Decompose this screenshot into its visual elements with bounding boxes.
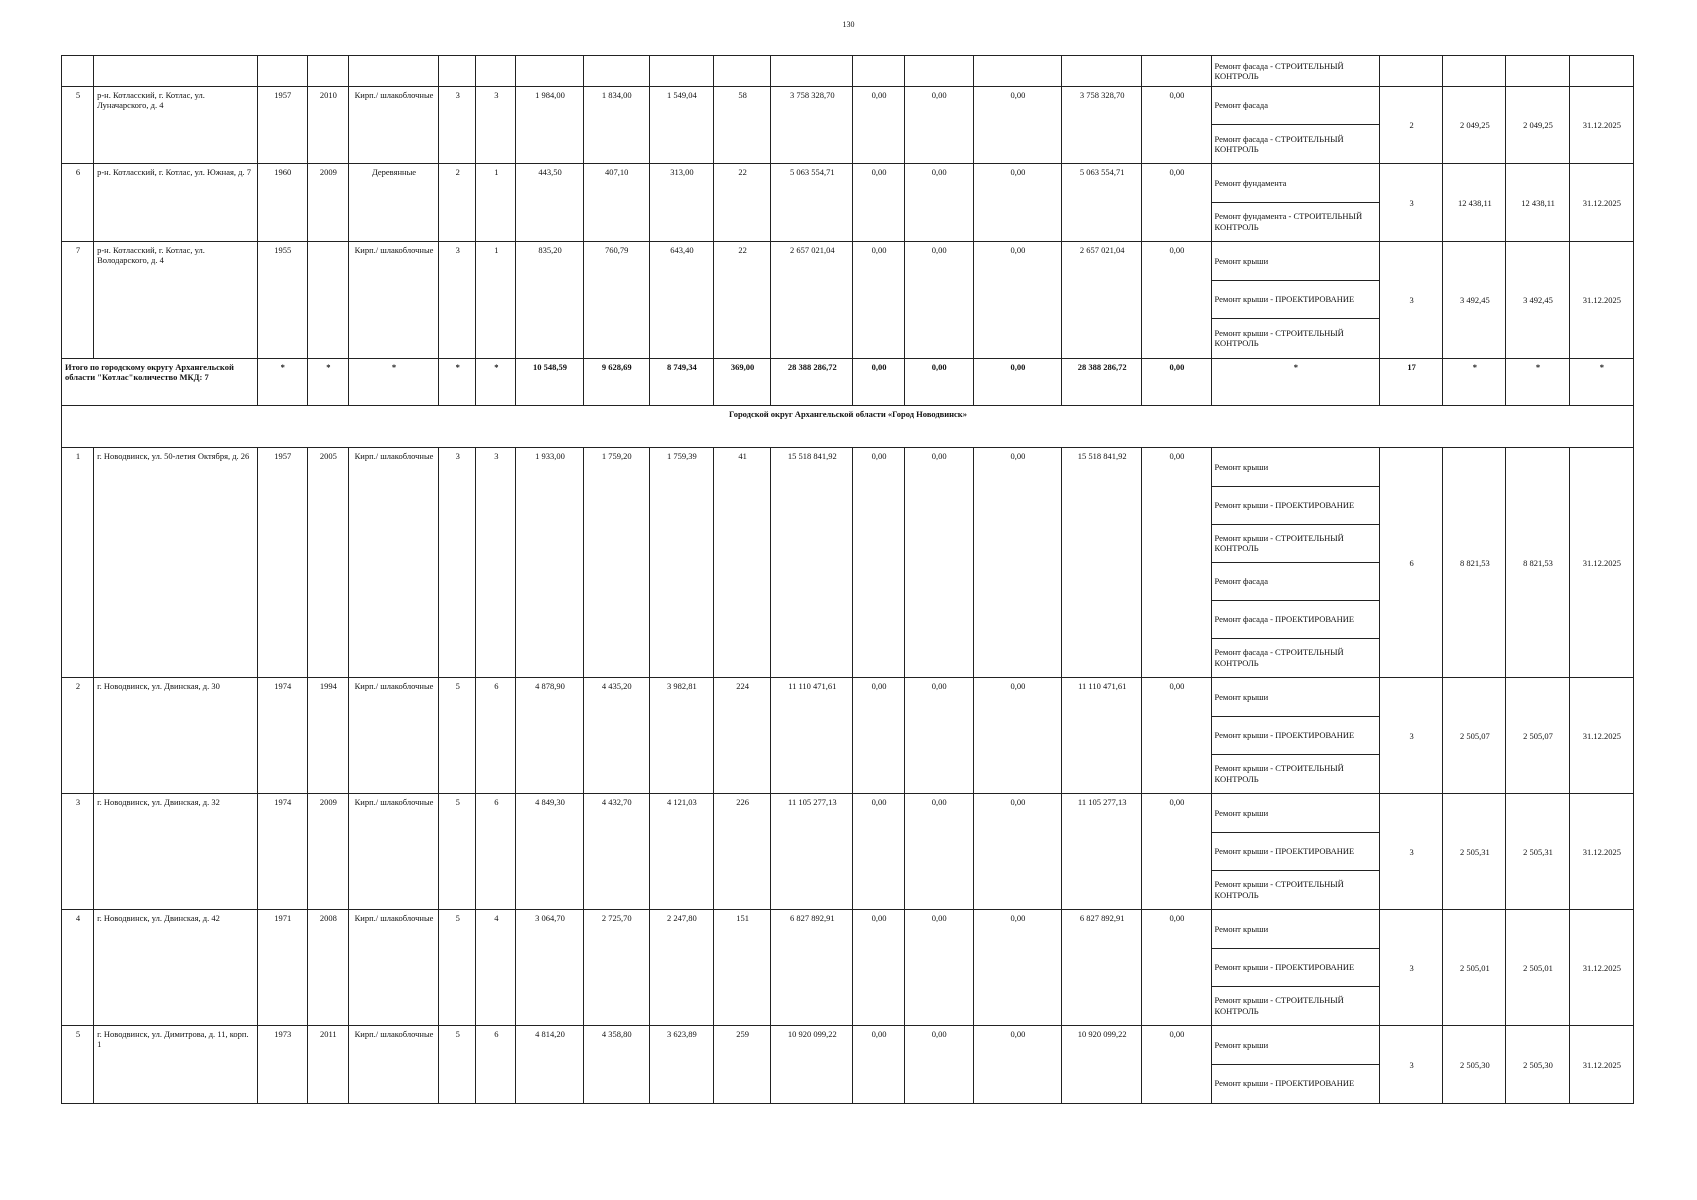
cell-area-total: 4 814,20 xyxy=(516,1026,583,1104)
work-item: Ремонт крыши xyxy=(1212,449,1380,487)
overhaul-register-table xyxy=(61,55,1634,1104)
cell-residents: 151 xyxy=(714,910,771,1026)
cell-fund-owner: 10 920 099,22 xyxy=(1062,1026,1142,1104)
work-list xyxy=(1212,165,1380,241)
cell-fund-owner: 11 110 471,61 xyxy=(1062,678,1142,794)
cell-fund-other: 0,00 xyxy=(1142,1026,1211,1104)
cell-area-res: 4 435,20 xyxy=(583,678,649,794)
cell-residents: 224 xyxy=(714,678,771,794)
work-list xyxy=(1212,87,1380,163)
empty-cell xyxy=(649,56,713,87)
cell-fund2: 0,00 xyxy=(904,1026,973,1104)
unit-cost: 12 438,11 xyxy=(1443,164,1506,242)
cell-floors: 5 xyxy=(439,678,476,794)
works-count: 3 xyxy=(1380,794,1443,910)
row-number: 6 xyxy=(62,164,94,242)
table-row-continued xyxy=(62,56,1634,87)
works-count: 3 xyxy=(1380,164,1443,242)
work-list-cell xyxy=(1211,87,1380,164)
work-list-cell xyxy=(1211,56,1380,87)
work-list xyxy=(1212,243,1380,357)
work-item: Ремонт фасада - ПРОЕКТИРОВАНИЕ xyxy=(1212,601,1380,639)
work-item: Ремонт крыши - СТРОИТЕЛЬНЫЙ КОНТРОЛЬ xyxy=(1214,995,1344,1016)
cell-year-overhaul xyxy=(307,242,348,359)
total-area-liv: 8 749,34 xyxy=(649,359,713,406)
cell-residents: 58 xyxy=(714,87,771,164)
unit-cost: 2 505,31 xyxy=(1443,794,1506,910)
total-works-count: 17 xyxy=(1380,359,1443,406)
cell-fund3: 0,00 xyxy=(973,448,1061,678)
work-item: Ремонт крыши - ПРОЕКТИРОВАНИЕ xyxy=(1212,717,1380,755)
cell-fund-other: 0,00 xyxy=(1142,164,1211,242)
cell-fund1: 0,00 xyxy=(853,1026,904,1104)
empty-cell xyxy=(476,56,516,87)
cell-walls: Кирп./ шлакоблочные xyxy=(348,1026,438,1104)
table-row xyxy=(62,794,1634,910)
work-item: Ремонт крыши - ПРОЕКТИРОВАНИЕ xyxy=(1212,487,1380,525)
empty-cell xyxy=(1062,56,1142,87)
table-row xyxy=(62,1026,1634,1104)
empty-cell xyxy=(853,56,904,87)
cell-area-liv: 3 982,81 xyxy=(649,678,713,794)
cell-entrances: 1 xyxy=(476,242,516,359)
cell-cost-total: 3 758 328,70 xyxy=(771,87,853,164)
cell-entrances: 4 xyxy=(476,910,516,1026)
cell-area-liv: 3 623,89 xyxy=(649,1026,713,1104)
cell-entrances: 3 xyxy=(476,87,516,164)
cell-walls: Кирп./ шлакоблочные xyxy=(348,794,438,910)
cell-fund1: 0,00 xyxy=(853,242,904,359)
unit-cost-max: 2 049,25 xyxy=(1506,87,1569,164)
table-row xyxy=(62,87,1634,164)
house-address: р-н. Котласский, г. Котлас, ул. Луначарского, д. 4 xyxy=(94,87,258,164)
empty-cell xyxy=(257,56,307,87)
cell-fund-other: 0,00 xyxy=(1142,794,1211,910)
cell-area-liv: 2 247,80 xyxy=(649,910,713,1026)
deadline: 31.12.2025 xyxy=(1569,164,1633,242)
house-address: г. Новодвинск, ул. Двинская, д. 30 xyxy=(94,678,258,794)
cell-fund1: 0,00 xyxy=(853,794,904,910)
work-item: Ремонт фасада - СТРОИТЕЛЬНЫЙ КОНТРОЛЬ xyxy=(1214,647,1344,668)
empty-cell xyxy=(307,56,348,87)
row-number: 5 xyxy=(62,1026,94,1104)
work-item: Ремонт крыши xyxy=(1212,795,1380,833)
cell-year-built: 1974 xyxy=(257,794,307,910)
cell-area-total: 4 849,30 xyxy=(516,794,583,910)
work-item: Ремонт фундамента xyxy=(1212,165,1380,203)
work-item: Ремонт крыши xyxy=(1212,911,1380,949)
cell-area-total: 3 064,70 xyxy=(516,910,583,1026)
empty-cell xyxy=(973,56,1061,87)
section-title: Городской округ Архангельской области «Город Новодвинск» xyxy=(62,406,1634,448)
total-fund3: 0,00 xyxy=(973,359,1061,406)
unit-cost-max: 2 505,30 xyxy=(1506,1026,1569,1104)
row-number: 7 xyxy=(62,242,94,359)
cell-area-liv: 643,40 xyxy=(649,242,713,359)
cell-area-total: 1 984,00 xyxy=(516,87,583,164)
cell-entrances: 6 xyxy=(476,1026,516,1104)
star-cell: * xyxy=(1569,359,1633,406)
works-count: 6 xyxy=(1380,448,1443,678)
cell-fund3: 0,00 xyxy=(973,910,1061,1026)
cell-cost-total: 2 657 021,04 xyxy=(771,242,853,359)
cell-fund-owner: 5 063 554,71 xyxy=(1062,164,1142,242)
empty-cell xyxy=(348,56,438,87)
work-list xyxy=(1212,795,1380,909)
cell-fund1: 0,00 xyxy=(853,678,904,794)
unit-cost: 3 492,45 xyxy=(1443,242,1506,359)
cell-floors: 3 xyxy=(439,242,476,359)
total-residents: 369,00 xyxy=(714,359,771,406)
cell-area-res: 2 725,70 xyxy=(583,910,649,1026)
work-item: Ремонт крыши - ПРОЕКТИРОВАНИЕ xyxy=(1214,1078,1355,1089)
cell-fund-other: 0,00 xyxy=(1142,678,1211,794)
total-fund-other: 0,00 xyxy=(1142,359,1211,406)
work-item: Ремонт фасада - СТРОИТЕЛЬНЫЙ КОНТРОЛЬ xyxy=(1214,133,1344,154)
cell-year-built: 1957 xyxy=(257,448,307,678)
house-address: р-н. Котласский, г. Котлас, ул. Володарского, д. 4 xyxy=(94,242,258,359)
cell-fund-owner: 3 758 328,70 xyxy=(1062,87,1142,164)
cell-area-total: 835,20 xyxy=(516,242,583,359)
cell-fund3: 0,00 xyxy=(973,164,1061,242)
total-fund2: 0,00 xyxy=(904,359,973,406)
row-number: 2 xyxy=(62,678,94,794)
work-item: Ремонт крыши xyxy=(1212,1027,1380,1065)
works-count: 3 xyxy=(1380,242,1443,359)
star-cell: * xyxy=(257,359,307,406)
total-cost-total: 28 388 286,72 xyxy=(771,359,853,406)
unit-cost-max: 2 505,31 xyxy=(1506,794,1569,910)
cell-residents: 259 xyxy=(714,1026,771,1104)
star-cell: * xyxy=(1506,359,1569,406)
star-cell: * xyxy=(1443,359,1506,406)
deadline: 31.12.2025 xyxy=(1569,448,1633,678)
cell-fund2: 0,00 xyxy=(904,910,973,1026)
cell-fund2: 0,00 xyxy=(904,87,973,164)
table-row xyxy=(62,678,1634,794)
empty-cell xyxy=(1142,56,1211,87)
work-list-cell xyxy=(1211,910,1380,1026)
cell-floors: 5 xyxy=(439,794,476,910)
cell-fund2: 0,00 xyxy=(904,164,973,242)
cell-cost-total: 6 827 892,91 xyxy=(771,910,853,1026)
cell-area-liv: 313,00 xyxy=(649,164,713,242)
cell-entrances: 3 xyxy=(476,448,516,678)
cell-residents: 41 xyxy=(714,448,771,678)
deadline: 31.12.2025 xyxy=(1569,87,1633,164)
work-item: Ремонт крыши - СТРОИТЕЛЬНЫЙ КОНТРОЛЬ xyxy=(1214,763,1344,784)
table-row xyxy=(62,164,1634,242)
cell-fund1: 0,00 xyxy=(853,448,904,678)
work-list xyxy=(1212,449,1380,677)
work-list-cell xyxy=(1211,164,1380,242)
total-label: Итого по городскому округу Архангельской области "Котлас"количество МКД: 7 xyxy=(62,359,258,406)
cell-area-res: 4 432,70 xyxy=(583,794,649,910)
cell-fund1: 0,00 xyxy=(853,87,904,164)
unit-cost: 2 049,25 xyxy=(1443,87,1506,164)
cell-area-liv: 1 759,39 xyxy=(649,448,713,678)
works-count: 3 xyxy=(1380,910,1443,1026)
cell-cost-total: 11 110 471,61 xyxy=(771,678,853,794)
work-item: Ремонт крыши - СТРОИТЕЛЬНЫЙ КОНТРОЛЬ xyxy=(1214,879,1344,900)
unit-cost: 8 821,53 xyxy=(1443,448,1506,678)
cell-fund-owner: 11 105 277,13 xyxy=(1062,794,1142,910)
cell-fund2: 0,00 xyxy=(904,448,973,678)
work-item: Ремонт крыши xyxy=(1212,679,1380,717)
cell-floors: 5 xyxy=(439,1026,476,1104)
section-row xyxy=(62,406,1634,448)
cell-fund1: 0,00 xyxy=(853,910,904,1026)
cell-fund-other: 0,00 xyxy=(1142,910,1211,1026)
cell-year-overhaul: 2008 xyxy=(307,910,348,1026)
house-address: г. Новодвинск, ул. 50-летия Октября, д. 26 xyxy=(94,448,258,678)
total-fund1: 0,00 xyxy=(853,359,904,406)
unit-cost-max: 2 505,01 xyxy=(1506,910,1569,1026)
empty-cell xyxy=(583,56,649,87)
work-list-cell xyxy=(1211,678,1380,794)
work-list xyxy=(1212,679,1380,793)
total-area-res: 9 628,69 xyxy=(583,359,649,406)
cell-year-built: 1957 xyxy=(257,87,307,164)
cell-fund3: 0,00 xyxy=(973,1026,1061,1104)
cell-fund-owner: 6 827 892,91 xyxy=(1062,910,1142,1026)
row-number: 5 xyxy=(62,87,94,164)
cell-fund-owner: 15 518 841,92 xyxy=(1062,448,1142,678)
cell-residents: 226 xyxy=(714,794,771,910)
work-item: Ремонт крыши xyxy=(1212,243,1380,281)
works-count: 3 xyxy=(1380,678,1443,794)
row-number: 3 xyxy=(62,794,94,910)
cell-fund3: 0,00 xyxy=(973,87,1061,164)
cell-year-overhaul: 2005 xyxy=(307,448,348,678)
cell-fund3: 0,00 xyxy=(973,794,1061,910)
work-list xyxy=(1212,56,1380,86)
empty-cell xyxy=(904,56,973,87)
unit-cost: 2 505,30 xyxy=(1443,1026,1506,1104)
cell-area-liv: 1 549,04 xyxy=(649,87,713,164)
cell-walls: Кирп./ шлакоблочные xyxy=(348,678,438,794)
work-list xyxy=(1212,911,1380,1025)
empty-cell xyxy=(439,56,476,87)
works-count: 2 xyxy=(1380,87,1443,164)
work-item: Ремонт крыши - ПРОЕКТИРОВАНИЕ xyxy=(1212,281,1380,319)
cell-cost-total: 15 518 841,92 xyxy=(771,448,853,678)
cell-area-res: 1 834,00 xyxy=(583,87,649,164)
cell-fund-other: 0,00 xyxy=(1142,448,1211,678)
work-item: Ремонт фасада xyxy=(1212,87,1380,125)
cell-entrances: 6 xyxy=(476,678,516,794)
work-item: Ремонт фасада - СТРОИТЕЛЬНЫЙ КОНТРОЛЬ xyxy=(1214,60,1344,81)
empty-cell xyxy=(1380,56,1443,87)
star-cell: * xyxy=(1211,359,1380,406)
house-address: г. Новодвинск, ул. Димитрова, д. 11, корп. 1 xyxy=(94,1026,258,1104)
star-cell: * xyxy=(307,359,348,406)
cell-year-overhaul: 2011 xyxy=(307,1026,348,1104)
unit-cost: 2 505,01 xyxy=(1443,910,1506,1026)
cell-residents: 22 xyxy=(714,242,771,359)
deadline: 31.12.2025 xyxy=(1569,242,1633,359)
cell-floors: 5 xyxy=(439,910,476,1026)
house-address: г. Новодвинск, ул. Двинская, д. 42 xyxy=(94,910,258,1026)
empty-cell xyxy=(516,56,583,87)
unit-cost-max: 2 505,07 xyxy=(1506,678,1569,794)
empty-cell xyxy=(1506,56,1569,87)
cell-year-overhaul: 2009 xyxy=(307,164,348,242)
cell-walls: Деревянные xyxy=(348,164,438,242)
star-cell: * xyxy=(439,359,476,406)
cell-area-res: 1 759,20 xyxy=(583,448,649,678)
cell-year-built: 1960 xyxy=(257,164,307,242)
unit-cost-max: 12 438,11 xyxy=(1506,164,1569,242)
cell-fund-owner: 2 657 021,04 xyxy=(1062,242,1142,359)
row-number: 4 xyxy=(62,910,94,1026)
empty-cell xyxy=(1569,56,1633,87)
work-list-cell xyxy=(1211,1026,1380,1104)
cell-walls: Кирп./ шлакоблочные xyxy=(348,910,438,1026)
unit-cost-max: 3 492,45 xyxy=(1506,242,1569,359)
house-address: г. Новодвинск, ул. Двинская, д. 32 xyxy=(94,794,258,910)
table-row xyxy=(62,448,1634,678)
table-row xyxy=(62,242,1634,359)
work-item: Ремонт фасада xyxy=(1212,563,1380,601)
cell-area-res: 4 358,80 xyxy=(583,1026,649,1104)
cell-year-overhaul: 2009 xyxy=(307,794,348,910)
work-list xyxy=(1212,1027,1380,1103)
work-item: Ремонт крыши - СТРОИТЕЛЬНЫЙ КОНТРОЛЬ xyxy=(1212,525,1380,563)
cell-year-built: 1974 xyxy=(257,678,307,794)
cell-walls: Кирп./ шлакоблочные xyxy=(348,242,438,359)
cell-area-res: 407,10 xyxy=(583,164,649,242)
cell-area-liv: 4 121,03 xyxy=(649,794,713,910)
cell-fund-other: 0,00 xyxy=(1142,242,1211,359)
total-fund-owner: 28 388 286,72 xyxy=(1062,359,1142,406)
house-address: р-н. Котласский, г. Котлас, ул. Южная, д. 7 xyxy=(94,164,258,242)
cell-year-overhaul: 2010 xyxy=(307,87,348,164)
work-item: Ремонт крыши - ПРОЕКТИРОВАНИЕ xyxy=(1212,949,1380,987)
empty-cell xyxy=(94,56,258,87)
cell-cost-total: 5 063 554,71 xyxy=(771,164,853,242)
cell-year-built: 1973 xyxy=(257,1026,307,1104)
unit-cost: 2 505,07 xyxy=(1443,678,1506,794)
total-row xyxy=(62,359,1634,406)
cell-year-built: 1955 xyxy=(257,242,307,359)
cell-fund2: 0,00 xyxy=(904,678,973,794)
cell-area-res: 760,79 xyxy=(583,242,649,359)
table-row xyxy=(62,910,1634,1026)
works-count: 3 xyxy=(1380,1026,1443,1104)
cell-entrances: 6 xyxy=(476,794,516,910)
deadline: 31.12.2025 xyxy=(1569,678,1633,794)
cell-walls: Кирп./ шлакоблочные xyxy=(348,87,438,164)
cell-fund2: 0,00 xyxy=(904,794,973,910)
work-item: Ремонт фундамента - СТРОИТЕЛЬНЫЙ КОНТРОЛЬ xyxy=(1214,211,1363,232)
total-area-total: 10 548,59 xyxy=(516,359,583,406)
cell-walls: Кирп./ шлакоблочные xyxy=(348,448,438,678)
cell-residents: 22 xyxy=(714,164,771,242)
cell-year-built: 1971 xyxy=(257,910,307,1026)
page-number: 130 xyxy=(842,20,855,29)
cell-fund1: 0,00 xyxy=(853,164,904,242)
deadline: 31.12.2025 xyxy=(1569,1026,1633,1104)
work-item: Ремонт крыши - ПРОЕКТИРОВАНИЕ xyxy=(1212,833,1380,871)
work-item: Ремонт крыши - СТРОИТЕЛЬНЫЙ КОНТРОЛЬ xyxy=(1214,327,1344,348)
cell-floors: 2 xyxy=(439,164,476,242)
cell-fund3: 0,00 xyxy=(973,678,1061,794)
star-cell: * xyxy=(348,359,438,406)
cell-cost-total: 10 920 099,22 xyxy=(771,1026,853,1104)
deadline: 31.12.2025 xyxy=(1569,794,1633,910)
star-cell: * xyxy=(476,359,516,406)
cell-area-total: 1 933,00 xyxy=(516,448,583,678)
empty-cell xyxy=(62,56,94,87)
work-list-cell xyxy=(1211,242,1380,359)
work-list-cell xyxy=(1211,448,1380,678)
cell-year-overhaul: 1994 xyxy=(307,678,348,794)
cell-cost-total: 11 105 277,13 xyxy=(771,794,853,910)
cell-floors: 3 xyxy=(439,448,476,678)
cell-area-total: 4 878,90 xyxy=(516,678,583,794)
cell-fund3: 0,00 xyxy=(973,242,1061,359)
cell-area-total: 443,50 xyxy=(516,164,583,242)
empty-cell xyxy=(771,56,853,87)
unit-cost-max: 8 821,53 xyxy=(1506,448,1569,678)
cell-floors: 3 xyxy=(439,87,476,164)
cell-entrances: 1 xyxy=(476,164,516,242)
work-list-cell xyxy=(1211,794,1380,910)
cell-fund2: 0,00 xyxy=(904,242,973,359)
empty-cell xyxy=(714,56,771,87)
empty-cell xyxy=(1443,56,1506,87)
cell-fund-other: 0,00 xyxy=(1142,87,1211,164)
deadline: 31.12.2025 xyxy=(1569,910,1633,1026)
row-number: 1 xyxy=(62,448,94,678)
